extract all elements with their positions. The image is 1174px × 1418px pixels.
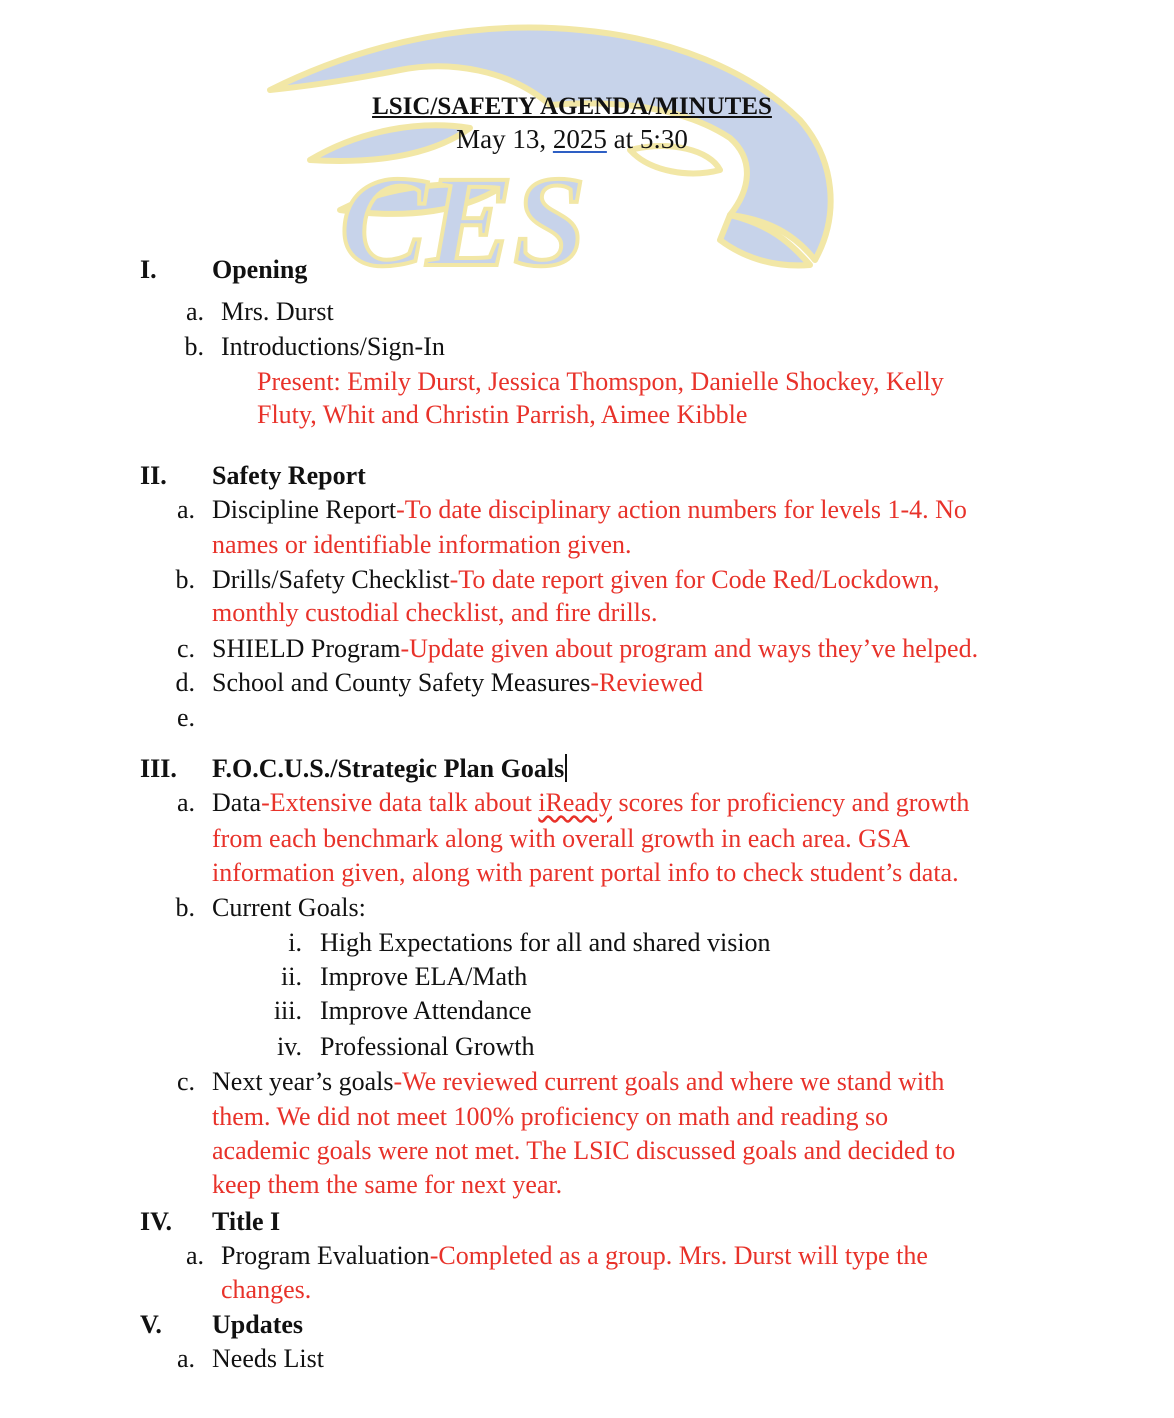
item-letter: a.: [176, 495, 195, 524]
subitem-numeral: iii.: [273, 996, 302, 1025]
item-note-line: -To date report given for Code Red/Lockdown,: [449, 565, 940, 594]
item-note-line: -Update given about program and ways they’ve helped.: [400, 634, 979, 663]
item-letter: a.: [185, 1241, 204, 1270]
item-note-line: names or identifiable information given.: [212, 530, 632, 559]
text-cursor: [565, 754, 567, 782]
item-note-line: from each benchmark along with overall growth in each area. GSA: [212, 824, 911, 853]
item-text: Discipline Report: [212, 495, 397, 524]
section-heading-updates: Updates: [212, 1310, 304, 1339]
item-letter: e.: [176, 703, 195, 732]
item-note-line: Fluty, Whit and Christin Parrish, Aimee Kibble: [257, 400, 748, 429]
section-numeral: I.: [140, 255, 157, 284]
date-prefix: May 13,: [456, 124, 553, 154]
item-note-line: monthly custodial checklist, and fire drills.: [212, 598, 658, 627]
list-item: [212, 666, 703, 700]
item-text: Mrs. Durst: [221, 297, 334, 326]
list-item: [212, 786, 969, 820]
item-text: Next year’s goals: [212, 1067, 394, 1096]
item-text: School and County Safety Measures: [212, 668, 591, 697]
section-numeral: IV.: [140, 1207, 173, 1236]
subitem-text: High Expectations for all and shared vision: [320, 928, 771, 957]
subitem-text: Professional Growth: [320, 1032, 535, 1061]
item-letter: a.: [176, 1344, 195, 1373]
item-text: Drills/Safety Checklist: [212, 565, 450, 594]
subitem-text: Improve ELA/Math: [320, 962, 528, 991]
item-letter: a.: [176, 788, 195, 817]
subitem-numeral: i.: [288, 928, 302, 957]
item-note-line: Present: Emily Durst, Jessica Thomspon, Danielle Shockey, Kelly: [257, 367, 944, 396]
section-heading-text: F.O.C.U.S./Strategic Plan Goals: [212, 754, 565, 783]
section-heading-strategic-plan: [212, 752, 567, 786]
date-year: 2025: [552, 124, 607, 154]
item-note-line: -To date disciplinary action numbers for levels 1-4. No: [396, 495, 967, 524]
subitem-numeral: ii.: [281, 962, 302, 991]
item-text: Program Evaluation: [221, 1241, 430, 1270]
list-item: [212, 493, 967, 527]
document-title: LSIC/SAFETY AGENDA/MINUTES: [372, 93, 772, 120]
item-text: Needs List: [212, 1344, 324, 1373]
item-text: Current Goals:: [212, 893, 366, 922]
item-note-line: changes.: [221, 1275, 312, 1304]
item-letter: a.: [185, 297, 204, 326]
item-note-line: them. We did not meet 100% proficiency on math and reading so: [212, 1102, 889, 1131]
item-letter: c.: [176, 1067, 195, 1096]
item-note-line: keep them the same for next year.: [212, 1170, 563, 1199]
section-heading-safety-report: Safety Report: [212, 461, 366, 490]
item-letter: d.: [175, 668, 195, 697]
subitem-numeral: iv.: [276, 1032, 302, 1061]
item-note-line: scores for proficiency and growth: [612, 788, 970, 817]
item-letter: b.: [175, 893, 195, 922]
section-numeral: III.: [140, 754, 177, 783]
item-note-line: -We reviewed current goals and where we stand with: [393, 1067, 945, 1096]
item-note-line: -Reviewed: [590, 668, 704, 697]
item-text: Data: [212, 788, 262, 817]
list-item: [221, 1239, 928, 1273]
spelling-flagged-word: iReady: [538, 788, 612, 817]
section-heading-opening: Opening: [212, 255, 308, 284]
item-note-line: -Completed as a group. Mrs. Durst will type the: [429, 1241, 928, 1270]
list-item: [212, 563, 939, 597]
section-heading-title-i: Title I: [212, 1207, 281, 1236]
item-letter: c.: [176, 634, 195, 663]
item-note-line: academic goals were not met. The LSIC discussed goals and decided to: [212, 1136, 956, 1165]
item-note-line: information given, along with parent portal info to check student’s data.: [212, 858, 959, 887]
list-item: [212, 1065, 944, 1099]
subitem-text: Improve Attendance: [320, 996, 532, 1025]
meeting-date: [0, 124, 1144, 155]
watermark-letters: CES: [340, 150, 586, 280]
item-letter: b.: [175, 565, 195, 594]
item-note-line: -Extensive data talk about: [261, 788, 539, 817]
date-suffix: at 5:30: [606, 124, 688, 154]
list-item: [212, 632, 978, 666]
item-text: Introductions/Sign-In: [221, 332, 445, 361]
item-letter: b.: [184, 332, 204, 361]
section-numeral: II.: [140, 461, 167, 490]
item-text: SHIELD Program: [212, 634, 401, 663]
section-numeral: V.: [140, 1310, 162, 1339]
